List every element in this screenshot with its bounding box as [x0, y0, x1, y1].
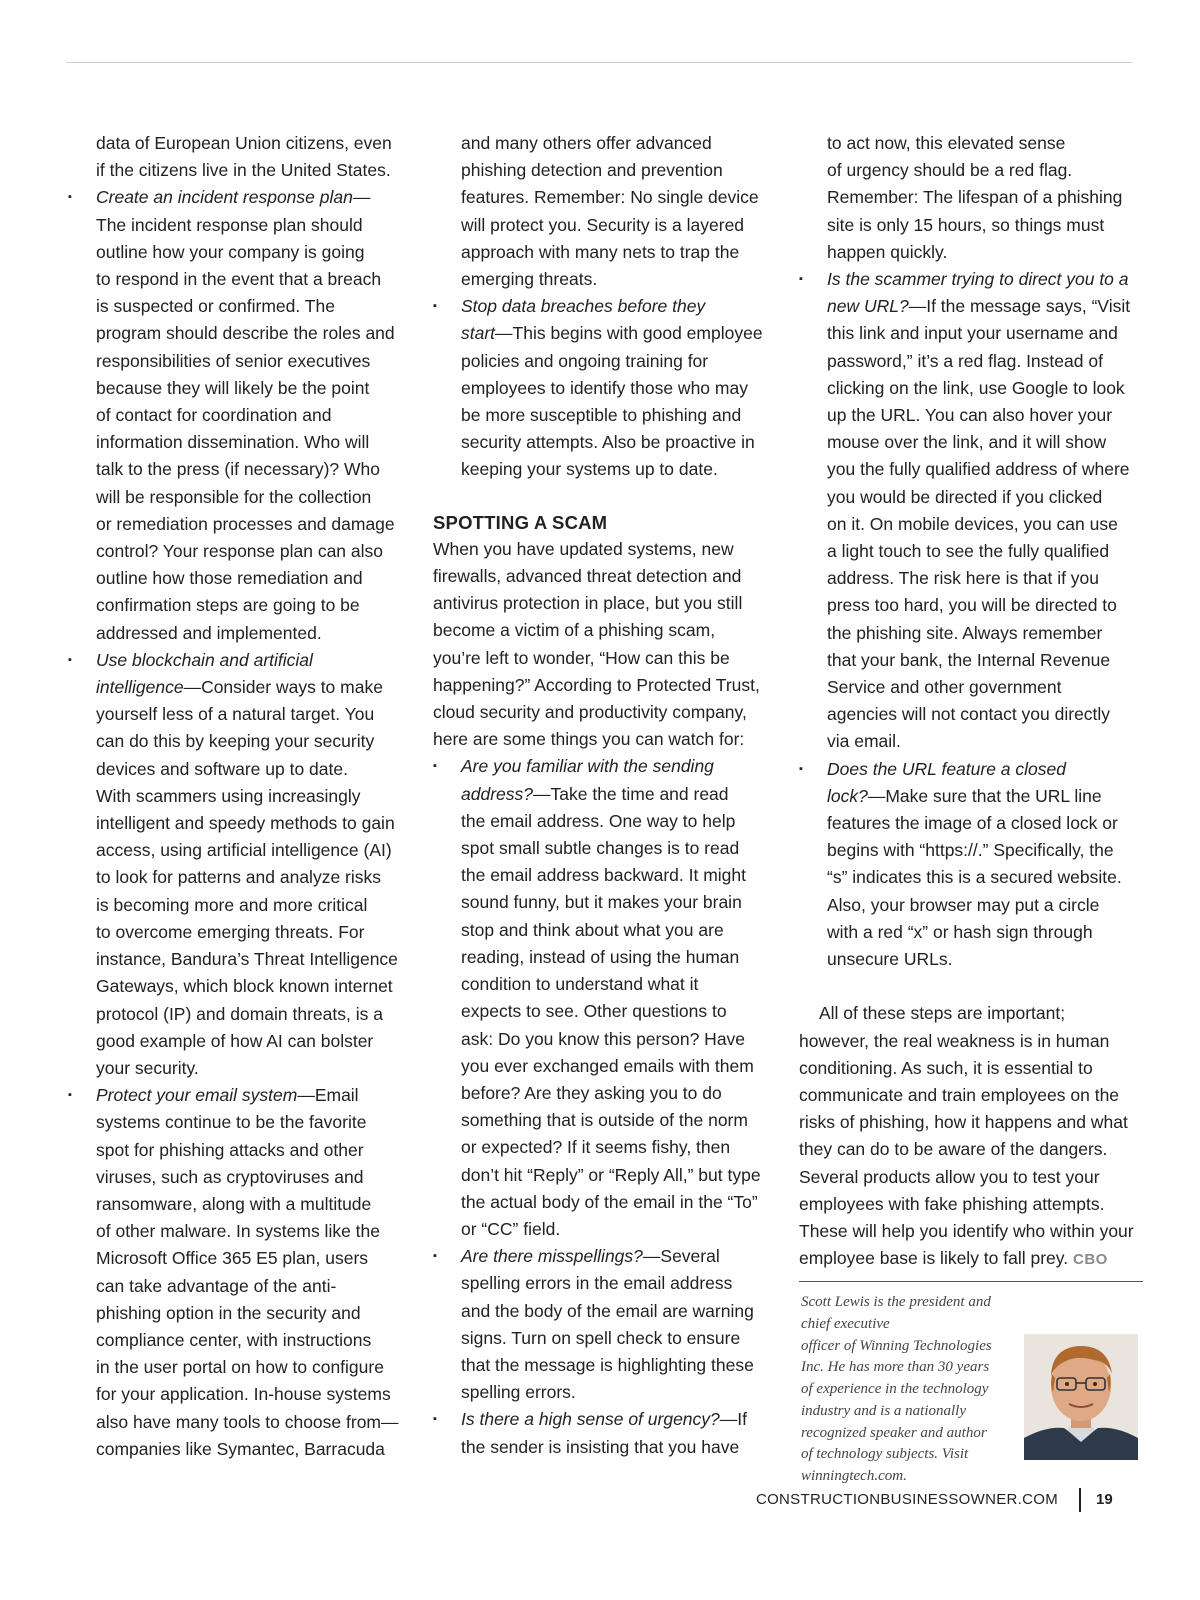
closing-paragraph: All of these steps are important; however, the real weakness is in human conditioning. As such, it is essential to communicate and train employees on the risks of phishing, how it happens and what they can do to be aware of the dangers. Several products allow you to test your employees with fake phishing attempts. These will help you identify who within your employee base is likely to fall prey. CBO: [799, 1003, 1134, 1269]
author-photo: [1024, 1334, 1138, 1460]
column-1: [68, 130, 408, 1463]
page-footer: [0, 1491, 1200, 1521]
section-heading-spotting-a-scam: SPOTTING A SCAM: [433, 511, 608, 533]
author-bio-text: Scott Lewis is the president and chief executive officer of Winning Technologies Inc. He has more than 30 years of experience in the technology industry and is a nationally recognized speaker and author of technology subjects. Visit winningtech.com.: [801, 1294, 992, 1484]
bullet-sending-address: ▪ Are you familiar with the sending address?—Take the time and read the email address. One way to help spot small subtle changes is to read the email address backward. It might sound funny, but it makes your brain stop and think about what you are reading, instead of using the human condition to understand what it expects to see. Other questions to ask: Do you know this person? Have you ever exchanged emails with them before? Are they asking you to do something that is outside of the norm or expected? If it seems fishy, then don’t hit “Reply” or “Reply All,” but type the actual body of the email in the “To” or “CC” field.: [433, 753, 773, 1243]
bullet-new-url: ▪ Is the scammer trying to direct you to a new URL?—If the message says, “Visit this link and input your username and password,” it’s a red flag. Instead of clicking on the link, use Google to look up the URL. You can also hover your mouse over the link, and it will show you the fully qualified address of where you would be directed if you clicked on it. On mobile devices, you can use a light touch to see the fully qualified address. The risk here is that if you press too hard, you will be directed to the phishing site. Always remember that your bank, the Internal Revenue Service and other government agencies will not contact you directly via email.: [799, 266, 1143, 756]
bullet-urgency: ▪ Is there a high sense of urgency?—If the sender is insisting that you have: [433, 1406, 773, 1460]
column-3: [799, 130, 1143, 1484]
bullet-stop-data-breaches: ▪ Stop data breaches before they start—This begins with good employee policies and ongoing training for employees to identify those who may be more susceptible to phishing and security attempts. Also be proactive in keeping your systems up to date.: [433, 293, 773, 483]
col2-bullet-list-scam: [433, 753, 773, 1460]
col3-continuation: to act now, this elevated sense of urgency should be a red flag. Remember: The lifespan of a phishing site is only 15 hours, so things must happen quickly.: [827, 133, 1123, 262]
spotting-scam-intro: When you have updated systems, new firewalls, advanced threat detection and antivirus protection in place, but you still become a victim of a phishing scam, you’re left to wonder, “How can this be happening?” According to Protected Trust, cloud security and productivity company, here are some things you can watch for:: [433, 538, 760, 750]
col1-continuation: data of European Union citizens, even if the citizens live in the United States.: [96, 133, 392, 181]
page-number: 19: [1096, 1491, 1113, 1508]
footer-site-url: CONSTRUCTIONBUSINESSOWNER.COM: [755, 1491, 1058, 1508]
bullet-protect-email: ▪ Protect your email system—Email systems continue to be the favorite spot for phishing attacks and other viruses, such as cryptoviruses and ransomware, along with a multitude of other malware. In systems like the Microsoft Office 365 E5 plan, users can take advantage of the anti- phishing option in the security and compliance center, with instructions in the user portal on how to configure for your application. In-house systems also have many tools to choose from— companies like Symantec, Barracuda: [68, 1082, 408, 1463]
top-rule: [66, 62, 1132, 63]
bullet-blockchain-ai: ▪ Use blockchain and artificial intelligence—Consider ways to make yourself less of a natural target. You can do this by keeping your security devices and software up to date. With scammers using increasingly intelligent and speedy methods to gain access, using artificial intelligence (AI) to look for patterns and analyze risks is becoming more and more critical to overcome emerging threats. For instance, Bandura’s Threat Intelligence Gateways, which block known internet protocol (IP) and domain threats, is a good example of how AI can bolster your security.: [68, 647, 408, 1082]
col3-bullet-list: [799, 266, 1143, 973]
bullet-misspellings: ▪ Are there misspellings?—Several spelling errors in the email address and the body of the email are warning signs. Turn on spell check to ensure that the message is highlighting these spelling errors.: [433, 1243, 773, 1406]
bullet-closed-lock: ▪ Does the URL feature a closed lock?—Make sure that the URL line features the image of a closed lock or begins with “https://.” Specifically, the “s” indicates this is a secured website. Also, your browser may put a circle with a red “x” or hash sign through unsecure URLs.: [799, 756, 1143, 974]
col2-continuation: and many others offer advanced phishing detection and prevention features. Remember: No single device will protect you. Security is a layered approach with many nets to trap the emerging threats.: [461, 133, 759, 290]
author-bio: [799, 1282, 1143, 1484]
column-2: [433, 130, 773, 1461]
col2-bullet-list-top: [433, 293, 773, 483]
bullet-incident-response-plan: ▪ Create an incident response plan— The incident response plan should outline how your company is going to respond in the event that a breach is suspected or confirmed. The program should describe the roles and responsibilities of senior executives because they will likely be the point of contact for coordination and information dissemination. Who will talk to the press (if necessary)? Who will be responsible for the collection or remediation processes and damage control? Your response plan can also outline how those remediation and confirmation steps are going to be addressed and implemented.: [68, 184, 408, 646]
col1-bullet-list: [68, 184, 408, 1463]
end-mark-cbo: CBO: [1072, 1251, 1108, 1269]
spacer: [799, 973, 1143, 1000]
footer-separator: [1079, 1488, 1081, 1512]
